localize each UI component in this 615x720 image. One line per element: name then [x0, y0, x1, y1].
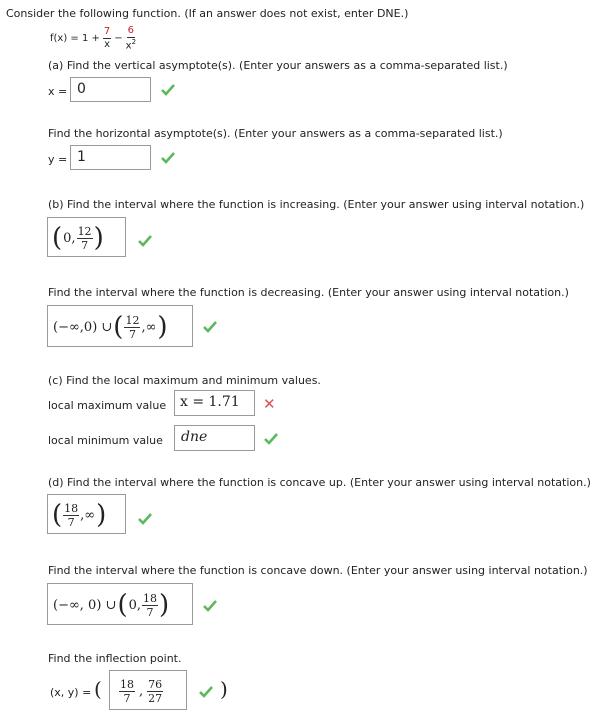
correct-check-icon	[264, 433, 278, 445]
local-minimum-label: local minimum value	[48, 434, 163, 447]
local-minimum-input[interactable]	[174, 425, 255, 451]
concave-up-prompt: (d) Find the interval where the function is concave up. (Enter your answer using interval notation.)	[48, 476, 591, 489]
correct-check-icon	[161, 84, 175, 96]
correct-check-icon	[199, 686, 213, 698]
vertical-asymptote-value: 0	[77, 81, 86, 97]
increasing-prompt: (b) Find the interval where the function is increasing. (Enter your answer using interval notation.)	[48, 198, 585, 211]
incorrect-x-icon: ✕	[263, 395, 276, 413]
close-paren: )	[220, 677, 228, 701]
decreasing-prompt: Find the interval where the function is decreasing. (Enter your answer using interval notation.)	[48, 286, 569, 299]
increasing-answer: ( 0, $\frac{12}{7}$ )	[52, 223, 104, 253]
concave-down-input[interactable]	[47, 583, 193, 625]
correct-check-icon	[203, 600, 217, 612]
function-lhs: f(x) = 1 +	[50, 33, 100, 45]
inflection-point-input[interactable]	[109, 670, 187, 710]
horizontal-asymptote-prompt: Find the horizontal asymptote(s). (Enter your answers as a comma-separated list.)	[48, 127, 503, 140]
correct-check-icon	[138, 235, 152, 247]
decreasing-answer: (−∞,0) ∪ ( $\frac{12}{7}$ ,∞ )	[53, 312, 168, 342]
horizontal-asymptote-value: 1	[77, 149, 86, 165]
x-equals-label: x =	[48, 85, 68, 98]
term2-denominator: $x^2$	[125, 38, 137, 52]
term1-denominator: x	[104, 39, 111, 51]
term2-fraction	[126, 26, 136, 51]
local-maximum-input[interactable]	[174, 390, 255, 416]
term1-fraction	[103, 27, 111, 50]
concave-up-answer: ( $\frac{18}{7}$ ,∞ )	[52, 500, 107, 530]
concave-down-prompt: Find the interval where the function is concave down. (Enter your answer using interval notation.)	[48, 564, 588, 577]
correct-check-icon	[138, 513, 152, 525]
concave-up-input[interactable]	[47, 494, 126, 534]
open-paren: (	[94, 677, 102, 701]
horizontal-asymptote-input[interactable]	[70, 145, 151, 170]
correct-check-icon	[203, 321, 217, 333]
y-equals-label: y =	[48, 153, 68, 166]
term1-numerator: 7	[103, 26, 111, 38]
term2-numerator: 6	[127, 25, 135, 36]
local-maximum-label: local maximum value	[48, 399, 167, 412]
function-definition	[50, 26, 136, 51]
inflection-point-prompt: Find the inflection point.	[48, 652, 182, 665]
local-maximum-value: x = 1.71	[180, 394, 240, 410]
inflection-point-answer: $\frac{18}{7}$ , $\frac{76}{27}$	[120, 677, 163, 705]
minus-sign: −	[114, 33, 123, 45]
increasing-input[interactable]	[47, 217, 126, 257]
local-minimum-value: dne	[181, 429, 208, 445]
correct-check-icon	[161, 152, 175, 164]
decreasing-input[interactable]	[47, 305, 193, 347]
intro-text: Consider the following function. (If an answer does not exist, enter DNE.)	[6, 7, 409, 20]
vertical-asymptote-prompt: (a) Find the vertical asymptote(s). (Enter your answers as a comma-separated list.)	[48, 59, 508, 72]
local-extrema-prompt: (c) Find the local maximum and minimum values.	[48, 374, 321, 387]
concave-down-answer: (−∞, 0) ∪ ( 0, $\frac{18}{7}$ )	[53, 590, 170, 620]
vertical-asymptote-input[interactable]	[70, 77, 151, 102]
xy-equals-label: (x, y) =	[50, 686, 92, 699]
